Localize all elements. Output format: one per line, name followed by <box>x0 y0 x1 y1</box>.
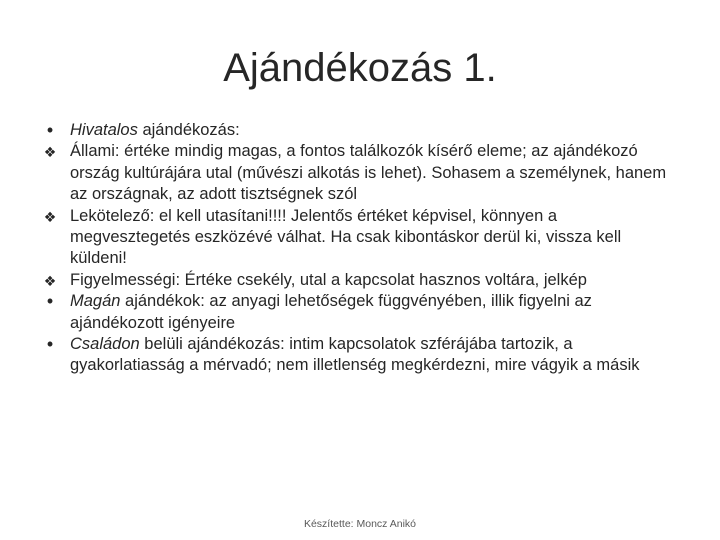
bullet-diamond-icon: ❖ <box>43 272 57 289</box>
footer-credit: Készítette: Moncz Anikó <box>303 518 417 530</box>
bullet-dot-icon: • <box>46 291 54 312</box>
bullet-text <box>70 121 240 139</box>
bullet-body: Figyelmességi: Értéke csekély, utal a kapcsolat hasznos voltára, jelkép <box>70 270 587 289</box>
bullet-emphasis: Hivatalos <box>70 121 138 139</box>
bullet-text <box>70 292 592 331</box>
bullet-text <box>70 207 621 268</box>
bullet-text <box>70 271 587 289</box>
bullet-item-hivatalos <box>40 120 680 141</box>
bullet-item-lekotelezo <box>40 206 680 270</box>
bullet-body: ajándékok: az anyagi lehetőségek függvényében, illik figyelni az ajándékozott igényeire <box>70 292 592 332</box>
bullet-body: Állami: értéke mindig magas, a fontos találkozók kísérő eleme; az ajándékozó ország kultúrájára utal (művészi alkotás is lehet). Sohasem a személynek, hanem az országnak, az adott tisztségnek szól <box>70 142 667 204</box>
bullet-item-allami <box>40 141 680 205</box>
bullet-diamond-icon: ❖ <box>43 208 57 225</box>
bullet-text <box>70 142 666 203</box>
bullet-diamond-icon: ❖ <box>43 144 57 161</box>
bullet-item-magan <box>40 291 680 334</box>
bullet-dot-icon: • <box>46 334 54 355</box>
bullet-body: ajándékozás: <box>137 121 240 139</box>
bullet-item-figyelmessegi <box>40 270 680 291</box>
bullet-body: belüli ajándékozás: intim kapcsolatok szférájába tartozik, a gyakorlatiasság a mérvadó; nem illetlenség megkérdezni, mire vágyik a másik <box>70 335 640 375</box>
bullet-list <box>40 120 680 377</box>
bullet-emphasis: Magán <box>70 292 121 311</box>
bullet-text <box>70 335 640 374</box>
bullet-emphasis: Családon <box>70 335 140 354</box>
slide-title: Ajándékozás 1. <box>223 46 497 90</box>
bullet-body: Lekötelező: el kell utasítani!!!! Jelentős értéket képvisel, könnyen a megvesztegetés eszközévé válhat. Ha csak kibontáskor derül ki, vissza kell küldeni! <box>70 206 622 268</box>
bullet-item-csaladon <box>40 334 680 377</box>
bullet-dot-icon: • <box>46 120 54 140</box>
